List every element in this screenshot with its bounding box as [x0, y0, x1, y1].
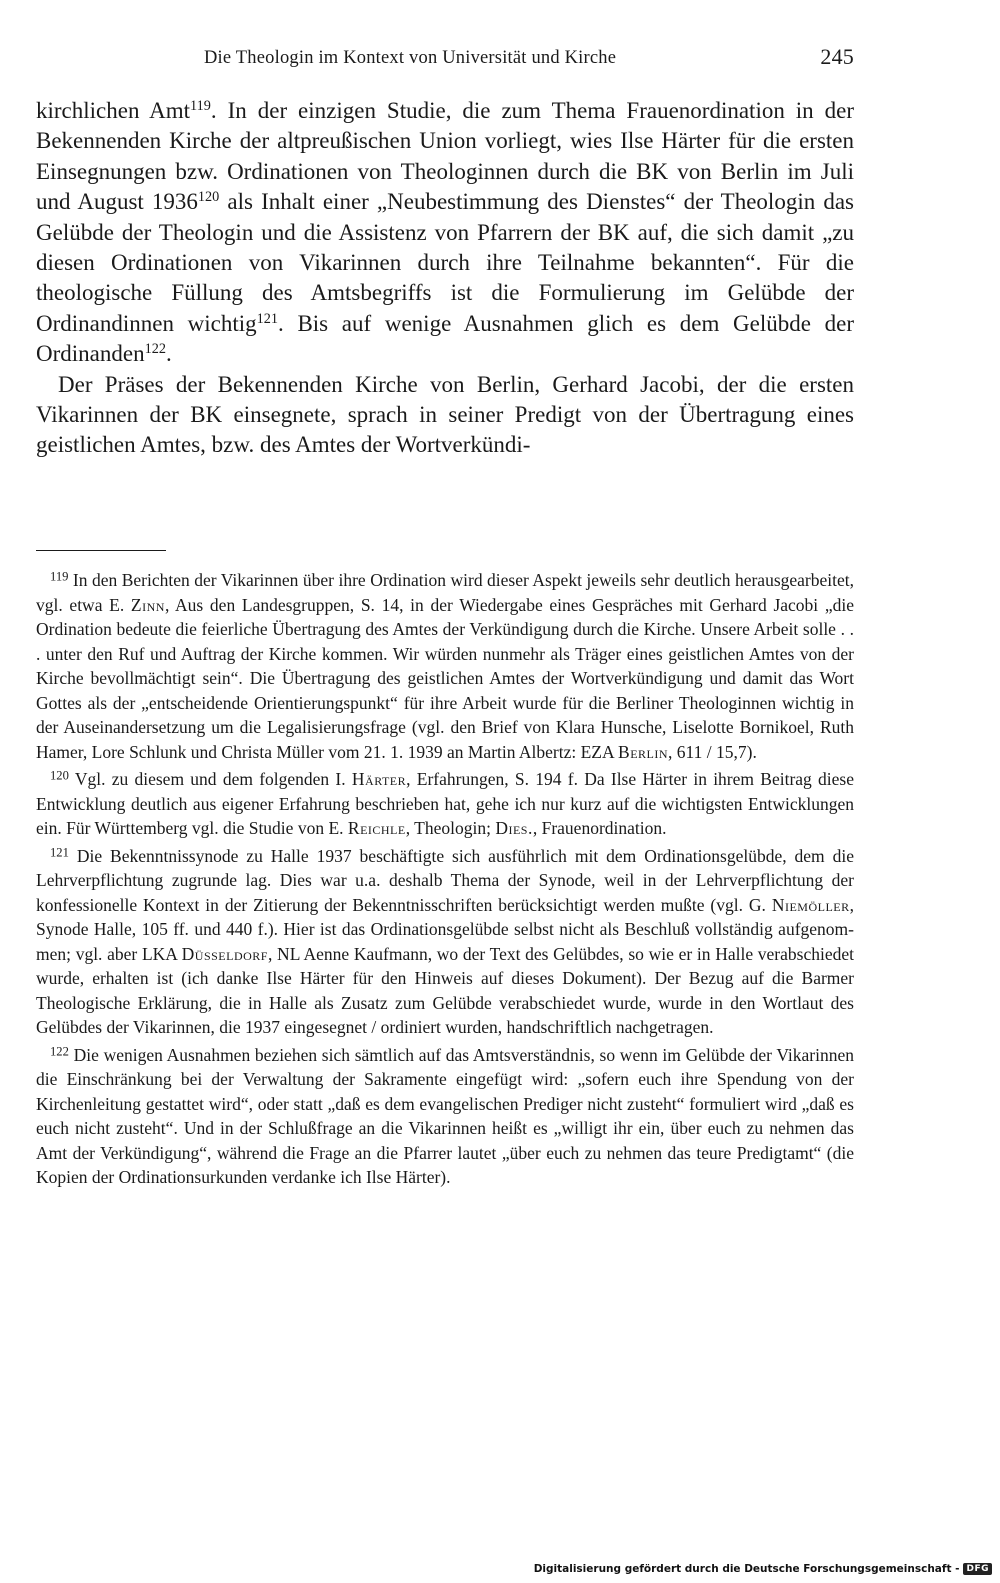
footnote-number: 121 — [50, 844, 69, 859]
footnote-text: , 611 / 15,7). — [668, 741, 757, 762]
credit-text: Digitalisierung gefördert durch die Deutsche Forschungsgemeinschaft - — [533, 1563, 960, 1575]
footnote-ref-122[interactable]: 122 — [144, 341, 166, 358]
author-name: Reichle — [347, 818, 406, 838]
footnote-text: , Theologin; — [405, 818, 496, 838]
running-title: Die Theologin im Kontext von Universität und Kirche — [204, 48, 617, 68]
footnote-122 — [36, 1043, 854, 1190]
footnote-text: , Erfahrungen, S. 194 f. Da Ilse Härter in ihrem Beitrag diese Entwicklung deutlich aus eigener Erfahrung beschrieben hat, gehe ich nur kurz auf die wichtigsten Entwicklungen ein. Für Württemberg vgl. die Studie von E. — [36, 769, 854, 838]
author-name: Zinn — [130, 594, 165, 615]
footnote-number: 122 — [50, 1043, 69, 1058]
text-run: als Inhalt einer „Neubestimmung des Dienstes“ der Theologin das Gelübde der Theologin und die Assistenz von Pfarrern der BK auf, die sich damit „zu diesen Ordinationen von Vikarinnen durch ihre Teilnahme bekannten“. Für die theologische Füllung des Amtsbegriffs ist die Formulierung im Gelübde der Ordinandinnen wichtig — [36, 189, 854, 336]
author-name: Härter — [351, 769, 407, 789]
footnotes — [36, 568, 854, 1193]
footnote-text: , Aus den Landesgruppen, S. 14, in der Wiedergabe eines Gespräches mit Gerhard Jacobi „die Ordination bedeute die feierliche Übertragung des Amtes der Verkündigung durch die Kirche. Unsere Arbeit solle . . . unter den Ruf und Auftrag der Kirche kommen. Wir würden nunmehr als Träger eines geistlichen Amtes von der Kirche bevollmächtigt sein“. Die Übertragung des geistlichen Amtes der Wortverkündigung und damit das Wort Gottes als der „entscheidende Orientierungspunkt“ für ihre Arbeit wurde für die Berliner Theologinnen wichtig in der Auseinandersetzung um die Legalisierungsfrage (vgl. den Brief von Klara Hunsche, Liselotte Bornikoel, Ruth Hamer, Lore Schlunk und Christa Müller vom 21. 1. 1939 an Martin Albertz: EZA — [36, 594, 854, 762]
text-run: . Bis auf wenige Ausnahmen glich es dem Gelübde der Ordinanden — [36, 310, 854, 367]
footnote-ref-119[interactable]: 119 — [190, 98, 211, 115]
footnote-text: , Synode Halle, 105 ff. und 440 f.). Hier ist das Ordinationsgelübde selbst nicht als Beschluß vollständig aufgenommen; vgl. aber LKA — [36, 894, 854, 964]
footnote-text: , NL Aenne Kaufmann, wo der Text des Gelübdes, so wie er in Halle verabschiedet wurde, erhalten ist (ich danke Ilse Härter für den Hinweis auf dieses Dokument). Der Bezug auf die Barmer Theologische Erklärung, die in Halle als Zusatz zum Gelübde verabschiedet wurde, wurde in den Wortlaut des Gelübdes der Vikarinnen, die 1937 eingesegnet / ordiniert wurden, handschriftlich nachgetragen. — [36, 943, 854, 1037]
footnote-ref-121[interactable]: 121 — [256, 311, 279, 328]
footnote-separator — [36, 550, 166, 551]
footnote-text: In den Berichten der Vikarinnen über ihre Ordination wird dieser Aspekt jeweils sehr deutlich herausgearbeitet, vgl. etwa E. — [36, 570, 854, 615]
text-run: kirchlichen Amt — [36, 98, 191, 123]
paragraph-1 — [36, 96, 854, 370]
main-text — [36, 96, 854, 461]
footnote-text: Die wenigen Ausnahmen beziehen sich sämtlich auf das Amtsverständnis, so wenn im Gelübde der Vikarinnen die Einschränkung bei der Verwaltung der Sakramente eingefügt wird: „sofern euch ihre Spendung von der Kirchenleitung gestattet wird“, oder statt „daß es dem evangelischen Prediger nicht zusteht“ formuliert wird „daß es euch nicht zusteht“. Und in der Schlußfrage an die Vikarinnen heißt es „willigt ihr ein, über euch zu nehmen das Amt der Verkündigung“, während die Frage an die Pfarrer lautet „über euch zu nehmen das teure Predigtamt“ (die Kopien der Ordinationsurkunden verdanke ich Ilse Härter). — [36, 1044, 854, 1187]
author-name: Dies. — [495, 818, 533, 838]
archive-name: Berlin — [618, 741, 669, 762]
footnote-number: 120 — [50, 768, 69, 783]
paragraph-2: Der Präses der Bekennenden Kirche von Berlin, Gerhard Jacobi, der die ersten Vikarinnen der BK einsegnete, sprach in seiner Predigt von der Übertragung eines geistlichen Amtes, bzw. des Amtes der Wortverkündi- — [36, 371, 854, 458]
page-number: 245 — [820, 44, 854, 69]
footnote-119 — [36, 568, 854, 764]
footnote-text: Die Bekenntnissynode zu Halle 1937 beschäftigte sich ausführlich mit dem Ordinationsgelübde, dem die Lehrverpflichtung zugrunde lag. Dies war u.a. deshalb Thema der Synode, weil in der Lehrverpflichtung der konfessionelle Kontext in der Zitierung der Bekenntnisschriften berücksichtigt werden mußte (vgl. G. — [36, 845, 854, 915]
footnote-number: 119 — [50, 569, 69, 584]
footnote-text: , Frauenordination. — [532, 818, 667, 838]
dfg-logo: DFG — [963, 1563, 992, 1575]
author-name: Niemöller — [771, 894, 850, 915]
text-run: . In der einzigen Studie, die zum Thema Frauenordination in der Bekennenden Kirche der altpreußischen Union vorliegt, wies Ilse Härter für die ersten Einsegnungen bzw. Ordinationen von Theologinnen durch die BK von Berlin im Juli und August 1936 — [36, 98, 855, 215]
text-run: . — [165, 341, 172, 367]
footnote-121 — [36, 844, 854, 1040]
footnote-ref-120[interactable]: 120 — [197, 189, 220, 206]
footnote-text: Vgl. zu diesem und dem folgenden I. — [68, 769, 352, 789]
footnote-120 — [36, 767, 854, 841]
digitization-credit — [534, 1563, 992, 1575]
archive-name: Düsseldorf — [181, 943, 268, 964]
